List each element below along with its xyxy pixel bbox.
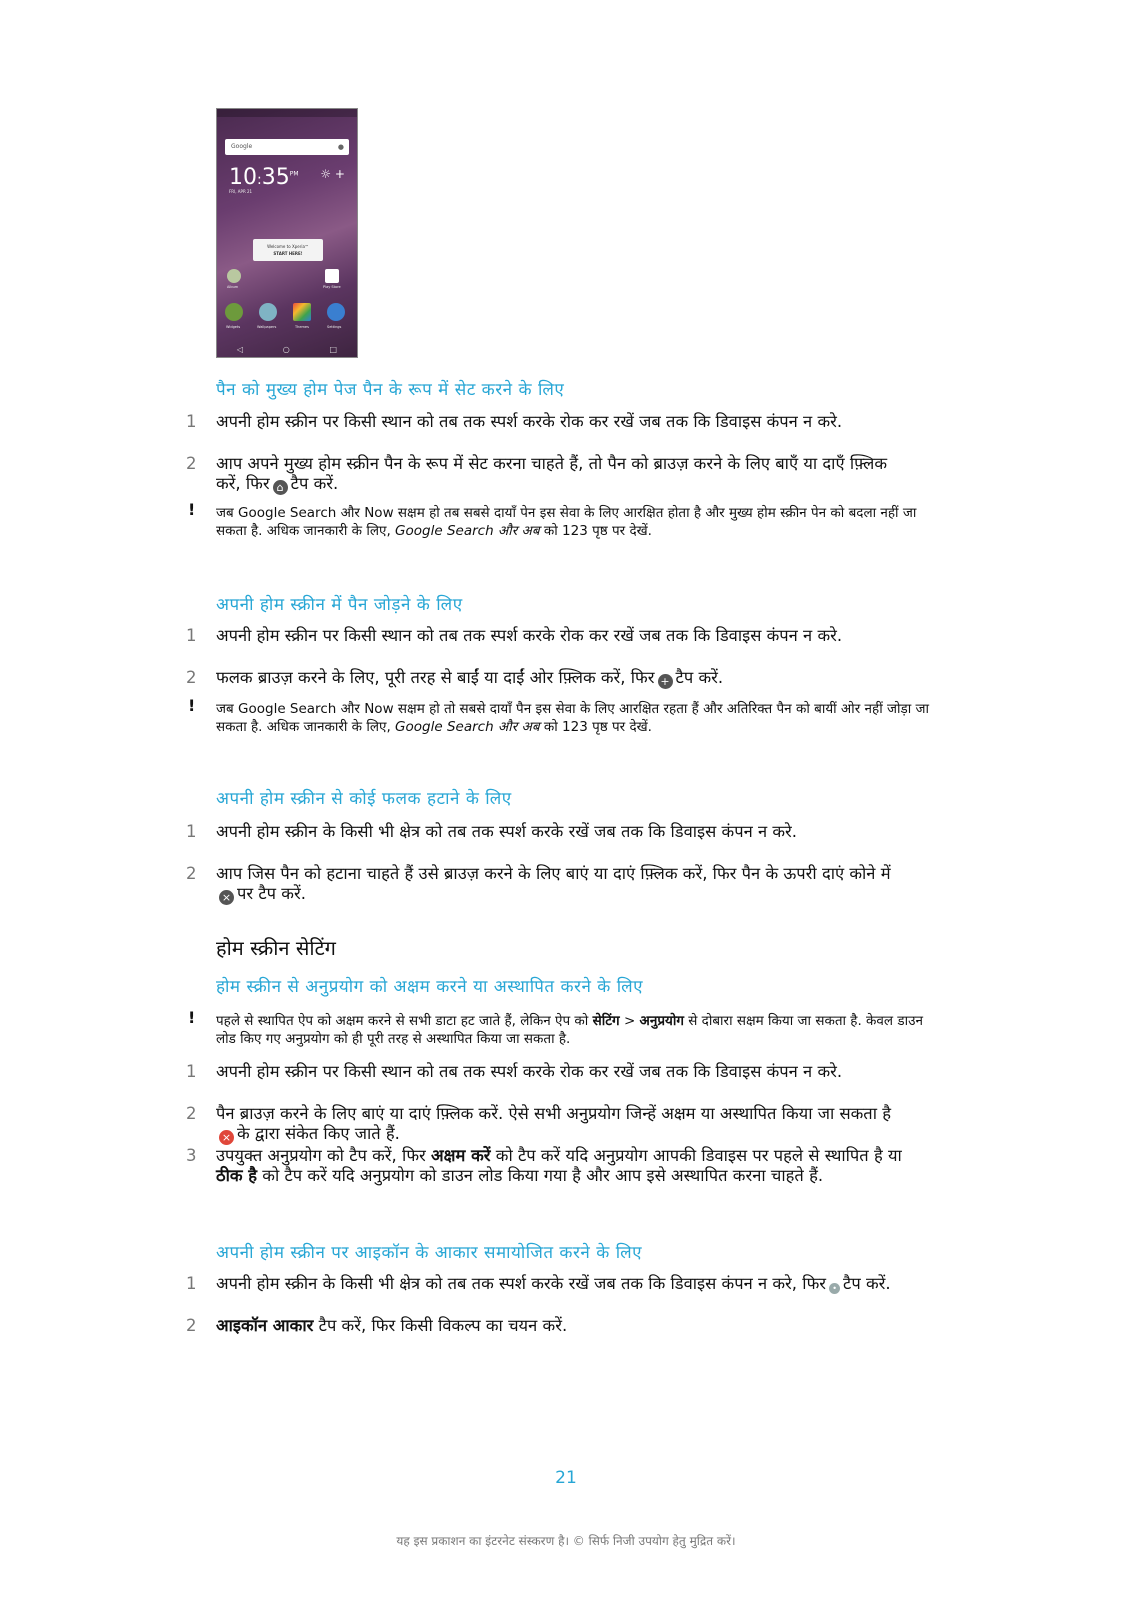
footer-copyright: यह इस प्रकाशन का इंटरनेट संस्करण है। © सिर्फ निजी उपयोग हेतु मुद्रित करें। [396, 1534, 736, 1548]
step-text: आप अपने मुख्य होम स्क्रीन पैन के रूप में सेट करना चाहते हैं, तो पैन को ब्राउज़ करने के लिए बाएँ या दाएँ फ़्लिक करें, फिर ⌂ टैप करें. [216, 454, 887, 494]
step-number: 2 [186, 1104, 197, 1123]
step-text: आइकॉन आकार टैप करें, फिर किसी विकल्प का चयन करें. [216, 1316, 568, 1335]
step-number: 1 [186, 1274, 197, 1293]
step-number: 2 [186, 454, 197, 473]
note-text: जब Google Search और Now सक्षम हो तो सबसे दायाँ पैन इस सेवा के लिए आरक्षित रहता हैं और अतिरिक्त पैन को बायीं ओर नहीं जोड़ा जा सकता है. अधिक जानकारी के लिए, Google Search और अब को 123 पृष्ठ पर देखें. [216, 701, 930, 735]
cross-reference-link[interactable]: Google Search और अब [395, 523, 540, 539]
album-app-label: Album [227, 285, 239, 289]
step-text: पैन ब्राउज़ करने के लिए बाएं या दाएं फ़्लिक करें. ऐसे सभी अनुप्रयोग जिन्हें अक्षम या अस्थापित किया जा सकता है× के द्वारा संकेत किए जाते हैं. [216, 1104, 891, 1144]
google-search-bar [225, 139, 349, 155]
clock-date: FRI, APR 21 [229, 189, 253, 194]
step-text: अपनी होम स्क्रीन पर किसी स्थान को तब तक स्पर्श करके रोक कर रखें जब तक कि डिवाइस कंपन न करे. [216, 1062, 843, 1081]
welcome-title: Welcome to Xperia™ [267, 244, 309, 249]
navigation-bar [217, 341, 357, 357]
step-number: 1 [186, 412, 197, 431]
warning-icon: ! [188, 696, 196, 715]
wallpapers-icon [259, 303, 277, 321]
note-text: पहले से स्थापित ऐप को अक्षम करने से सभी डाटा हट जाते हैं, लेकिन ऐप को सेटिंग > अनुप्रयोग से दोबारा सक्षम किया जा सकता है. केवल डाउन लोड किए गए अनुप्रयोग को ही पूरी तरह से अस्थापित किया जा सकता है. [216, 1013, 923, 1047]
cross-reference-link[interactable]: Google Search और अब [395, 719, 540, 735]
mic-icon: ● [337, 143, 344, 151]
section-heading-add-pane: अपनी होम स्क्रीन में पैन जोड़ने के लिए [216, 595, 463, 615]
step-text: अपनी होम स्क्रीन के किसी भी क्षेत्र को तब तक स्पर्श करके रखें जब तक कि डिवाइस कंपन न करे, फिर • टैप करें. [216, 1274, 891, 1293]
section-heading-set-main-pane: पैन को मुख्य होम पेज पैन के रूप में सेट करने के लिए [216, 380, 565, 400]
step-number: 2 [186, 864, 197, 883]
dock-label-settings: Settings [327, 325, 342, 329]
step-number: 3 [186, 1146, 197, 1165]
status-bar [217, 109, 357, 117]
step-text: अपनी होम स्क्रीन के किसी भी क्षेत्र को तब तक स्पर्श करके रखें जब तक कि डिवाइस कंपन न करे. [216, 822, 798, 841]
page-number: 21 [555, 1468, 577, 1488]
step-number: 2 [186, 1316, 197, 1335]
clock-widget: $10:35^{PM}$ [229, 165, 299, 190]
dock-label-widgets: Widgets [226, 325, 241, 329]
themes-icon [293, 303, 311, 321]
dock-label-wallpapers: Wallpapers [257, 325, 277, 329]
album-app-icon [227, 269, 241, 283]
play-store-app-label: Play Store [323, 285, 341, 289]
home-icon: ○ [282, 344, 290, 354]
step-text: आप जिस पैन को हटाना चाहते हैं उसे ब्राउज़ करने के लिए बाएं या दाएं फ़्लिक करें, फिर पैन के ऊपरी दाएं कोने में× पर टैप करें. [216, 864, 891, 904]
note-text: जब Google Search और Now सक्षम हो तब सबसे दायाँ पेन इस सेवा के लिए आरक्षित होता है और मुख्य होम स्क्रीन पेन को बदला नहीं जा सकता है. अधिक जानकारी के लिए, Google Search और अब को 123 पृष्ठ पर देखें. [216, 505, 917, 539]
add-icon: + [658, 674, 673, 689]
step-text: उपयुक्त अनुप्रयोग को टैप करें, फिर अक्षम करें को टैप करें यदि अनुप्रयोग आपकी डिवाइस पर पहले से स्थापित है या ठीक है को टैप करें यदि अनुप्रयोग को डाउन लोड किया गया है और आप इसे अस्थापित करना चाहते हैं. [216, 1146, 902, 1185]
step-number: 1 [186, 822, 197, 841]
warning-icon: ! [188, 500, 196, 519]
warning-icon: ! [188, 1008, 196, 1027]
home-screen-screenshot [216, 108, 358, 358]
home-pane-icon: ⌂ [273, 480, 288, 495]
remove-pane-icon: × [219, 890, 234, 905]
recents-icon: □ [329, 344, 338, 354]
step-number: 1 [186, 626, 197, 645]
step-number: 2 [186, 668, 197, 687]
step-text: फलक ब्राउज़ करने के लिए, पूरी तरह से बाईं या दाईं ओर फ़्लिक करें, फिर + टैप करें. [216, 668, 724, 688]
dock-label-themes: Themes [295, 325, 309, 329]
section-heading-remove-pane: अपनी होम स्क्रीन से कोई फलक हटाने के लिए [216, 789, 512, 809]
section-heading-icon-size: अपनी होम स्क्रीन पर आइकॉन के आकार समायोजित करने के लिए [216, 1243, 643, 1263]
uninstall-badge-icon: × [219, 1130, 234, 1145]
welcome-cta: START HERE! [273, 251, 303, 256]
step-number: 1 [186, 1062, 197, 1081]
google-search-label: Google [231, 143, 253, 150]
settings-gear-icon [327, 303, 345, 321]
step-text: अपनी होम स्क्रीन पर किसी स्थान को तब तक स्पर्श करके रोक कर रखें जब तक कि डिवाइस कंपन न करे. [216, 412, 843, 431]
widgets-icon [225, 303, 243, 321]
play-store-app-icon [325, 269, 339, 283]
home-screen-settings-title: होम स्क्रीन सेटिंग [216, 936, 336, 960]
dock [217, 301, 357, 337]
settings-dot-icon: • [829, 1283, 840, 1294]
section-heading-disable-uninstall: होम स्क्रीन से अनुप्रयोग को अक्षम करने या अस्थापित करने के लिए [216, 977, 644, 997]
back-icon: ◁ [236, 344, 244, 354]
welcome-card [253, 239, 323, 261]
weather-icon: ☼ + [320, 167, 345, 181]
step-text: अपनी होम स्क्रीन पर किसी स्थान को तब तक स्पर्श करके रोक कर रखें जब तक कि डिवाइस कंपन न करे. [216, 626, 843, 645]
